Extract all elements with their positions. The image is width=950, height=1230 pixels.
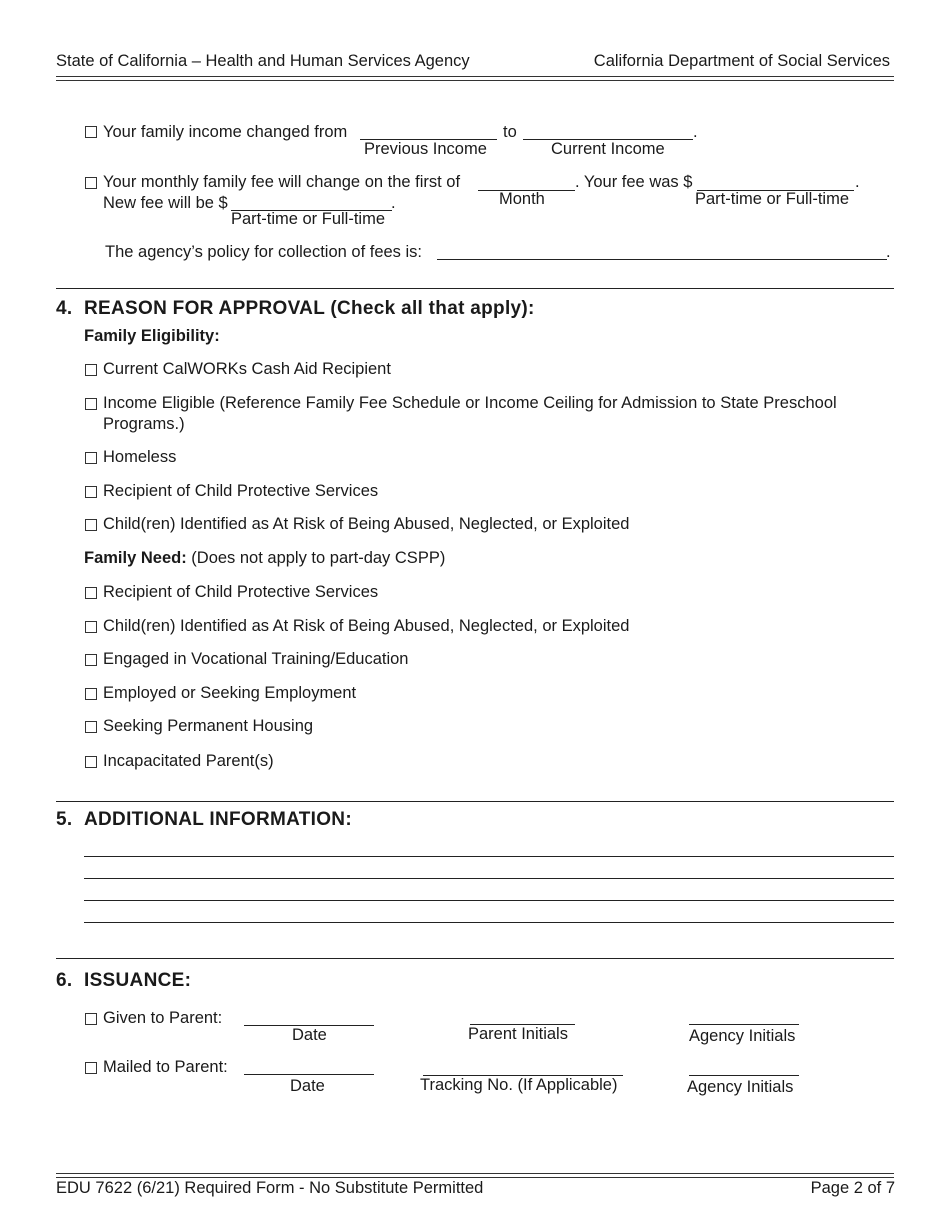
- item-housing: Seeking Permanent Housing: [103, 717, 314, 735]
- agency-initials-caption-2: Agency Initials: [687, 1078, 794, 1096]
- old-fee-caption: Part-time or Full-time: [695, 190, 850, 208]
- additional-info-line-2[interactable]: [84, 878, 894, 879]
- fee-change-checkbox[interactable]: [85, 177, 97, 189]
- section-6-rule: [56, 958, 894, 959]
- additional-info-line-1[interactable]: [84, 856, 894, 857]
- checkbox-cps-eligibility[interactable]: [85, 486, 97, 498]
- section-4-rule: [56, 288, 894, 289]
- checkbox-cps-need[interactable]: [85, 587, 97, 599]
- family-need-note: (Does not apply to part-day CSPP): [186, 549, 446, 567]
- checkbox-housing[interactable]: [85, 721, 97, 733]
- checkbox-incapacitated[interactable]: [85, 756, 97, 768]
- given-date-caption: Date: [292, 1026, 327, 1044]
- new-fee-caption: Part-time or Full-time: [231, 210, 386, 228]
- additional-info-line-4[interactable]: [84, 922, 894, 923]
- item-at-risk-need: Child(ren) Identified as At Risk of Being Abused, Neglected, or Exploited: [103, 617, 630, 635]
- item-cps-eligibility: Recipient of Child Protective Services: [103, 482, 379, 500]
- mailed-date-caption: Date: [290, 1077, 325, 1095]
- footer-rule-2: [56, 1177, 894, 1178]
- checkbox-vocational[interactable]: [85, 654, 97, 666]
- family-need-label: Family Need:: [84, 549, 187, 567]
- parent-initials-caption: Parent Initials: [468, 1025, 568, 1043]
- given-to-parent-checkbox[interactable]: [85, 1013, 97, 1025]
- item-incapacitated: Incapacitated Parent(s): [103, 752, 274, 770]
- item-income-eligible: Income Eligible (Reference Family Fee Schedule or Income Ceiling for Admission to State Preschool: [103, 394, 837, 412]
- checkbox-homeless[interactable]: [85, 452, 97, 464]
- item-calworks: Current CalWORKs Cash Aid Recipient: [103, 360, 391, 378]
- section-6-title: ISSUANCE:: [84, 970, 192, 991]
- previous-income-caption: Previous Income: [364, 140, 487, 158]
- checkbox-calworks[interactable]: [85, 364, 97, 376]
- item-income-eligible-cont: Programs.): [103, 415, 185, 433]
- header-rule-2: [56, 80, 894, 81]
- mailed-to-parent-label: Mailed to Parent:: [103, 1058, 228, 1076]
- period-3: .: [391, 194, 396, 212]
- mailed-to-parent-checkbox[interactable]: [85, 1062, 97, 1074]
- checkbox-income-eligible[interactable]: [85, 398, 97, 410]
- checkbox-at-risk-eligibility[interactable]: [85, 519, 97, 531]
- given-to-parent-label: Given to Parent:: [103, 1009, 223, 1027]
- period-2: .: [855, 173, 860, 191]
- section-4-number: 4.: [56, 298, 73, 319]
- item-vocational: Engaged in Vocational Training/Education: [103, 650, 409, 668]
- agency-initials-field-2[interactable]: [689, 1075, 799, 1076]
- tracking-number-caption: Tracking No. (If Applicable): [420, 1076, 618, 1094]
- family-eligibility-heading: Family Eligibility:: [84, 327, 220, 345]
- header-agency: State of California – Health and Human Services Agency: [56, 52, 470, 70]
- fee-was-label: . Your fee was $: [575, 173, 693, 191]
- section-6-number: 6.: [56, 970, 73, 991]
- footer-form-id: EDU 7622 (6/21) Required Form - No Substitute Permitted: [56, 1179, 484, 1197]
- agency-initials-caption-1: Agency Initials: [689, 1027, 796, 1045]
- checkbox-at-risk-need[interactable]: [85, 621, 97, 633]
- period-4: .: [886, 243, 891, 261]
- footer-page-number: Page 2 of 7: [810, 1179, 895, 1197]
- new-fee-label: New fee will be $: [103, 194, 228, 212]
- income-changed-label: Your family income changed from: [103, 123, 348, 141]
- item-employed: Employed or Seeking Employment: [103, 684, 357, 702]
- agency-initials-field-1[interactable]: [689, 1024, 799, 1025]
- fee-change-label: Your monthly family fee will change on the first of: [103, 173, 461, 191]
- to-word: to: [503, 123, 517, 141]
- fee-policy-label: The agency’s policy for collection of fees is:: [105, 243, 423, 261]
- checkbox-employed[interactable]: [85, 688, 97, 700]
- month-caption: Month: [499, 190, 545, 208]
- period-1: .: [693, 123, 698, 141]
- mailed-date-field[interactable]: [244, 1074, 374, 1075]
- section-5-title: ADDITIONAL INFORMATION:: [84, 809, 352, 830]
- section-5-rule: [56, 801, 894, 802]
- item-homeless: Homeless: [103, 448, 177, 466]
- income-changed-checkbox[interactable]: [85, 126, 97, 138]
- item-cps-need: Recipient of Child Protective Services: [103, 583, 379, 601]
- family-need-heading: [84, 549, 445, 568]
- item-at-risk-eligibility: Child(ren) Identified as At Risk of Being Abused, Neglected, or Exploited: [103, 515, 630, 533]
- current-income-caption: Current Income: [551, 140, 665, 158]
- header-department: California Department of Social Services: [593, 52, 890, 70]
- header-rule: [56, 76, 894, 77]
- footer-rule: [56, 1173, 894, 1174]
- additional-info-line-3[interactable]: [84, 900, 894, 901]
- fee-policy-field[interactable]: [437, 259, 887, 260]
- section-5-number: 5.: [56, 809, 73, 830]
- section-4-title: REASON FOR APPROVAL (Check all that apply):: [84, 298, 535, 319]
